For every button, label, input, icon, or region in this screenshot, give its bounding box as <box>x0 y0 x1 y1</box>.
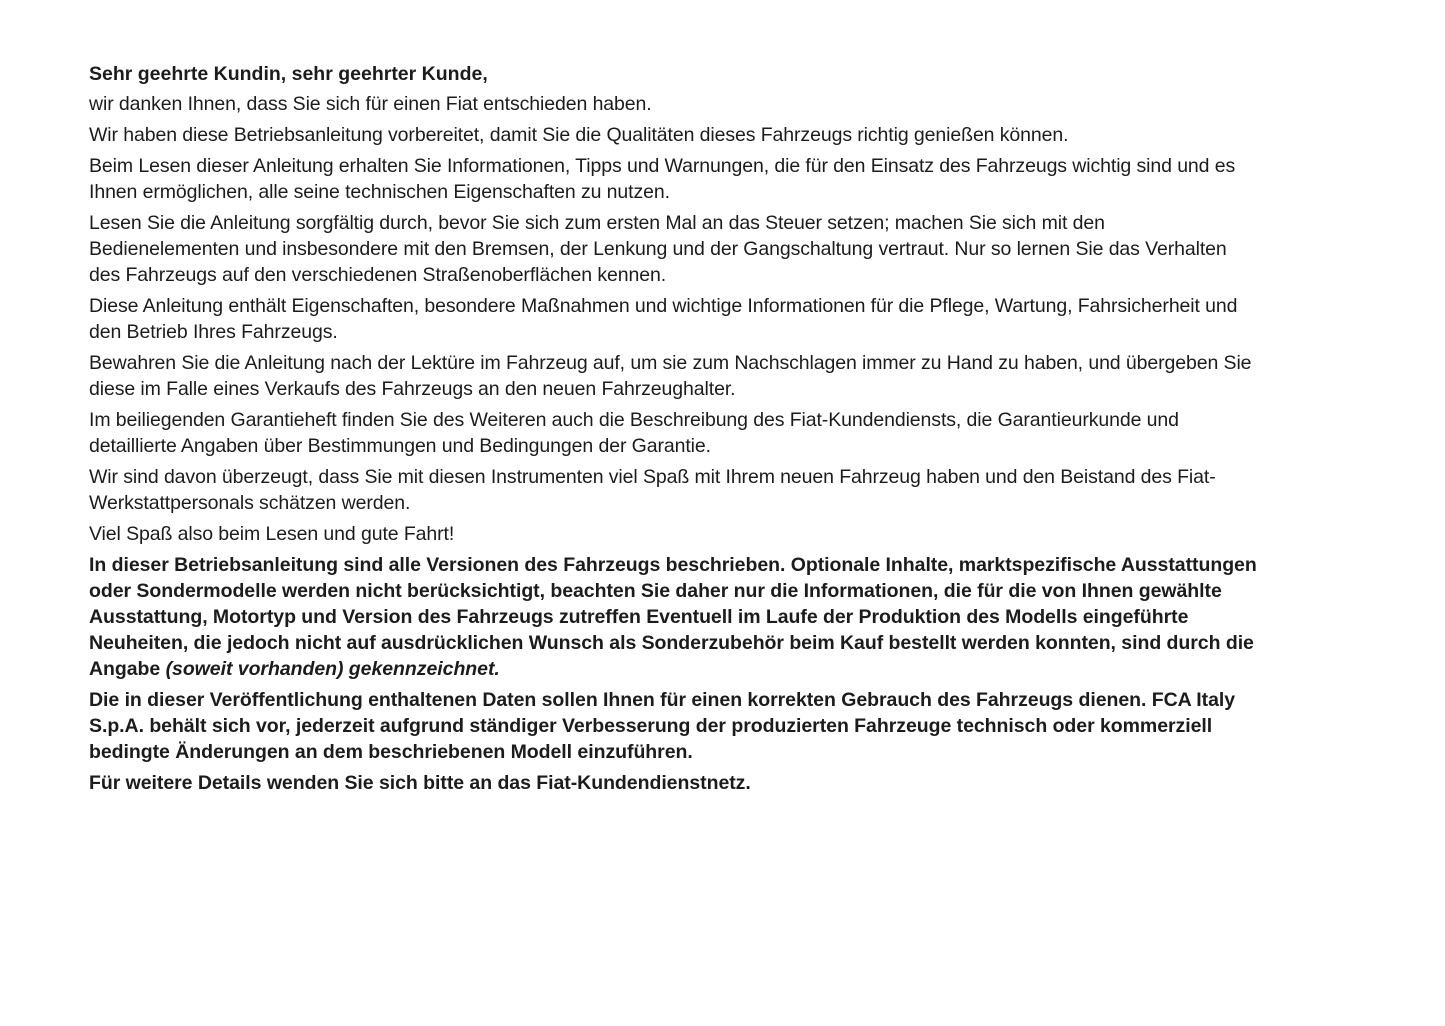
document-page <box>89 61 1259 801</box>
notice-versions-text: In dieser Betriebsanleitung sind alle Versionen des Fahrzeugs beschrieben. Optionale Inhalte, marktspezifische Ausstattungen oder Sondermodelle werden nicht berücksichtigt, beachten Sie daher nur die Informationen, die für die von Ihnen gewählte Ausstattung, Motortyp und Version des Fahrzeugs zutreffen Eventuell im Laufe der Produktion des Modells eingeführte Neuheiten, die jedoch nicht auf ausdrücklichen Wunsch als Sonderzubehör beim Kauf bestellt werden konnten, sind durch die Angabe <box>89 554 1257 680</box>
paragraph-information: Beim Lesen dieser Anleitung erhalten Sie Informationen, Tipps und Warnungen, die für den Einsatz des Fahrzeugs wichtig sind und es Ihnen ermöglichen, alle seine technischen Eigenschaften zu nutzen. <box>89 155 1236 203</box>
paragraph-contents: Diese Anleitung enthält Eigenschaften, besondere Maßnahmen und wichtige Informationen für die Pflege, Wartung, Fahrsicherheit und den Betrieb Ihres Fahrzeugs. <box>89 295 1238 343</box>
notice-versions-emphasis: (soweit vorhanden) gekennzeichnet. <box>165 658 500 680</box>
salutation: Sehr geehrte Kundin, sehr geehrter Kunde, <box>89 63 488 85</box>
notice-data-changes: Die in dieser Veröffentlichung enthaltenen Daten sollen Ihnen für einen korrekten Gebrauch des Fahrzeugs dienen. FCA Italy S.p.A. behält sich vor, jederzeit aufgrund ständiger Verbesserung der produzierten Fahrzeuge technisch oder kommerziell bedingte Änderungen an dem beschriebenen Modell einzuführen. <box>89 689 1236 763</box>
paragraph-purpose: Wir haben diese Betriebsanleitung vorbereitet, damit Sie die Qualitäten dieses Fahrzeugs richtig genießen können. <box>89 124 1069 146</box>
paragraph-closing: Viel Spaß also beim Lesen und gute Fahrt! <box>89 523 455 545</box>
paragraph-read-carefully: Lesen Sie die Anleitung sorgfältig durch, bevor Sie sich zum ersten Mal an das Steuer setzen; machen Sie sich mit den Bedienelementen und insbesondere mit den Bremsen, der Lenkung und der Gangschaltung vertraut. Nur so lernen Sie das Verhalten des Fahrzeugs auf den verschiedenen Straßenoberflächen kennen. <box>89 212 1227 286</box>
notice-versions <box>89 552 1259 682</box>
notice-contact: Für weitere Details wenden Sie sich bitte an das Fiat-Kundendienstnetz. <box>89 772 751 794</box>
paragraph-conviction: Wir sind davon überzeugt, dass Sie mit diesen Instrumenten viel Spaß mit Ihrem neuen Fahrzeug haben und den Beistand des Fiat-Werkstattpersonals schätzen werden. <box>89 466 1216 514</box>
paragraph-thanks: wir danken Ihnen, dass Sie sich für einen Fiat entschieden haben. <box>89 93 652 115</box>
paragraph-warranty: Im beiliegenden Garantieheft finden Sie des Weiteren auch die Beschreibung des Fiat-Kundendiensts, die Garantieurkunde und detaillierte Angaben über Bestimmungen und Bedingungen der Garantie. <box>89 409 1179 457</box>
paragraph-keep-manual: Bewahren Sie die Anleitung nach der Lektüre im Fahrzeug auf, um sie zum Nachschlagen immer zu Hand zu haben, und übergeben Sie diese im Falle eines Verkaufs des Fahrzeugs an den neuen Fahrzeughalter. <box>89 352 1252 400</box>
